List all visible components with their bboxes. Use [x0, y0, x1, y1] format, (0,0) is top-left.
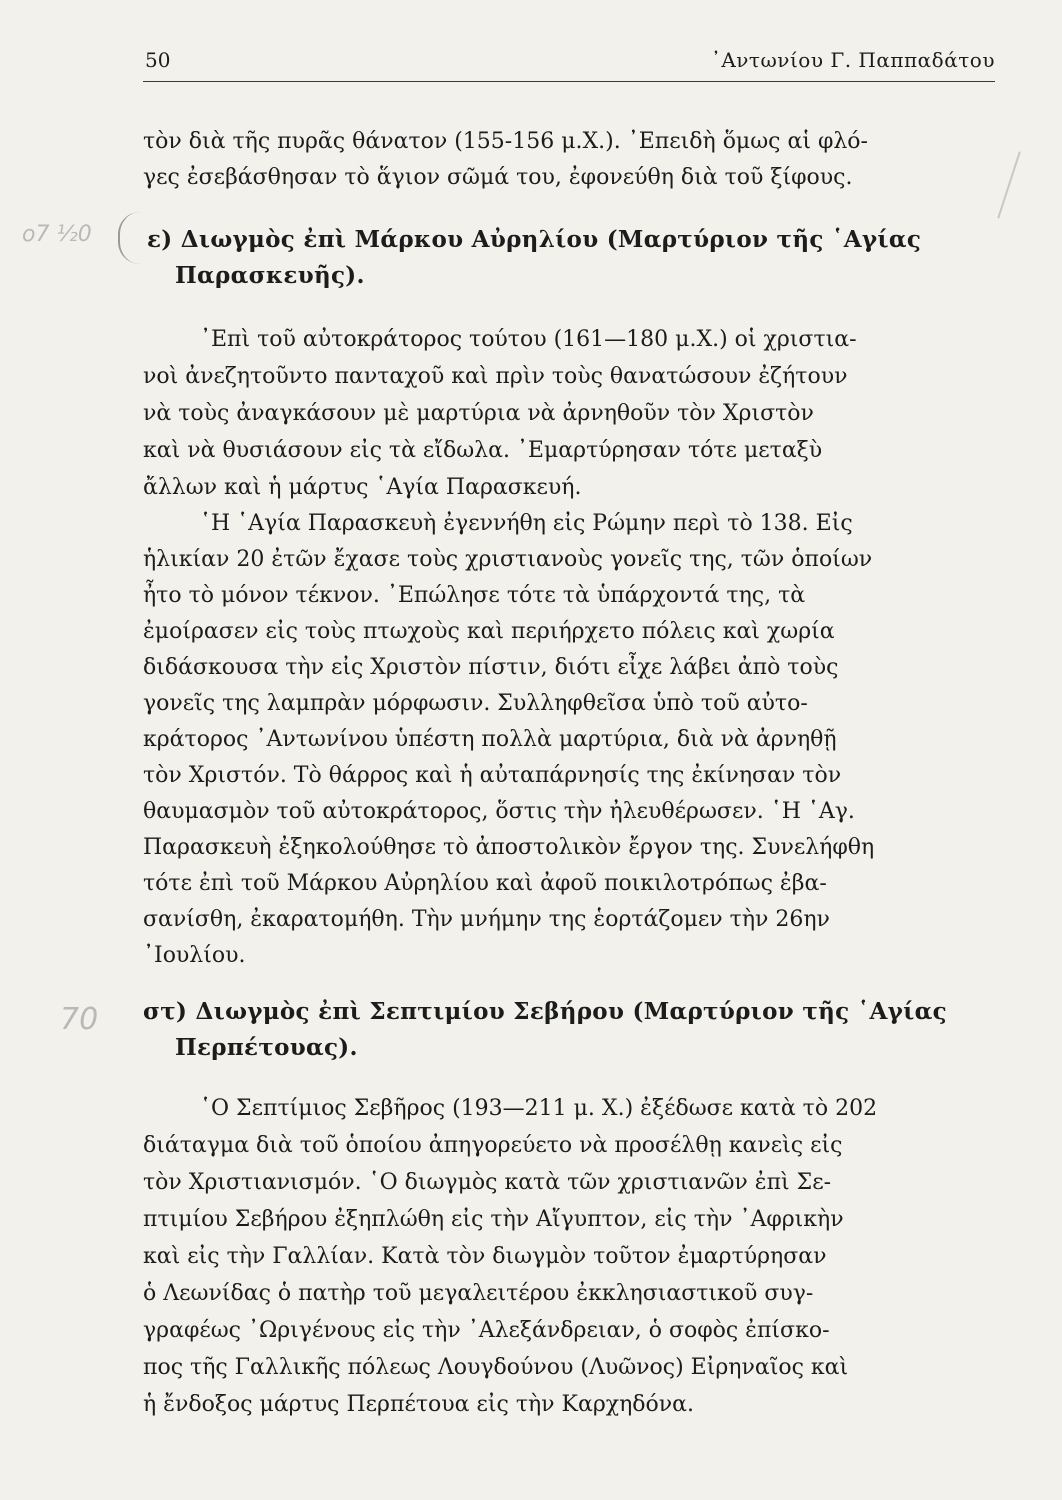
pencil-bracket-mark — [118, 212, 142, 264]
text-line: τὸν Χριστιανισμόν. ῾Ο διωγμὸς κατὰ τῶν χριστιανῶν ἐπὶ Σε- — [143, 1170, 832, 1195]
text-line: σανίσθη, ἐκαρατομήθη. Τὴν μνήμην της ἑορτάζομεν τὴν 26ην — [143, 907, 830, 932]
pencil-stroke-mark — [997, 151, 1021, 218]
section-heading-st-cont: Περπέτουας). — [175, 1034, 358, 1061]
margin-note-1: ο7 ½0 — [22, 222, 92, 247]
text-line: καὶ εἰς τὴν Γαλλίαν. Κατὰ τὸν διωγμὸν τοῦτον ἐμαρτύρησαν — [143, 1244, 827, 1269]
section-heading-e-cont: Παρασκευῆς). — [175, 262, 365, 289]
running-head: ᾿Αντωνίου Γ. Παππαδάτου — [710, 48, 995, 72]
text-line: ᾽Ιουλίου. — [143, 943, 246, 968]
margin-note-2: 70 — [60, 1002, 99, 1037]
text-line: πτιμίου Σεβήρου ἐξηπλώθη εἰς τὴν Αἴγυπτον, εἰς τὴν ᾽Αφρικὴν — [143, 1207, 844, 1232]
text-line: ἄλλων καὶ ἡ μάρτυς ῾Αγία Παρασκευή. — [143, 475, 582, 500]
text-line: νὰ τοὺς ἀναγκάσουν μὲ μαρτύρια νὰ ἀρνηθοῦν τὸν Χριστὸν — [143, 401, 814, 426]
text-line: θαυμασμὸν τοῦ αὐτοκράτορος, ὅστις τὴν ἠλευθέρωσεν. ῾Η ῾Αγ. — [143, 799, 855, 824]
text-line: γες ἐσεβάσθησαν τὸ ἅγιον σῶμά του, ἐφονεύθη διὰ τοῦ ξίφους. — [143, 165, 853, 190]
text-line: γονεῖς της λαμπρὰν μόρφωσιν. Συλληφθεῖσα ὑπὸ τοῦ αὐτο- — [143, 691, 808, 716]
page-number: 50 — [145, 48, 171, 72]
paragraph-first-line: ῾Η ῾Αγία Παρασκευὴ ἐγεννήθη εἰς Ρώμην περὶ τὸ 138. Εἰς — [200, 511, 853, 536]
text-line: ἦτο τὸ μόνον τέκνον. ᾽Επώλησε τότε τὰ ὑπάρχοντά της, τὰ — [143, 583, 806, 608]
paragraph-first-line: ῾Ο Σεπτίμιος Σεβῆρος (193—211 μ. Χ.) ἐξέδωσε κατὰ τὸ 202 — [200, 1096, 878, 1121]
text-line: τότε ἐπὶ τοῦ Μάρκου Αὐρηλίου καὶ ἀφοῦ ποικιλοτρόπως ἐβα- — [143, 871, 827, 896]
text-line: διδάσκουσα τὴν εἰς Χριστὸν πίστιν, διότι εἶχε λάβει ἀπὸ τοὺς — [143, 655, 839, 680]
text-line: διάταγμα διὰ τοῦ ὁποίου ἀπηγορεύετο νὰ προσέλθῃ κανεὶς εἰς — [143, 1133, 843, 1158]
text-line: ἐμοίρασεν εἰς τοὺς πτωχοὺς καὶ περιήρχετο πόλεις καὶ χωρία — [143, 619, 835, 644]
header-rule — [143, 81, 995, 82]
page-header — [143, 48, 995, 82]
text-line: νοὶ ἀνεζητοῦντο πανταχοῦ καὶ πρὶν τοὺς θανατώσουν ἐζήτουν — [143, 364, 848, 389]
section-heading-st: στ) Διωγμὸς ἐπὶ Σεπτιμίου Σεβήρου (Μαρτύριον τῆς ῾Αγίας — [143, 998, 947, 1025]
text-line: κράτορος ᾽Αντωνίνου ὑπέστη πολλὰ μαρτύρια, διὰ νὰ ἀρνηθῇ — [143, 727, 837, 752]
text-line: καὶ νὰ θυσιάσουν εἰς τὰ εἴδωλα. ᾽Εμαρτύρησαν τότε μεταξὺ — [143, 438, 823, 463]
paragraph-first-line: ᾽Επὶ τοῦ αὐτοκράτορος τούτου (161—180 μ.Χ.) οἱ χριστια- — [200, 327, 857, 352]
text-line: γραφέως ᾽Ωριγένους εἰς τὴν ᾽Αλεξάνδρειαν, ὁ σοφὸς ἐπίσκο- — [143, 1318, 830, 1343]
text-line: ὁ Λεωνίδας ὁ πατὴρ τοῦ μεγαλειτέρου ἐκκλησιαστικοῦ συγ- — [143, 1281, 814, 1306]
text-line: Παρασκευὴ ἐξηκολούθησε τὸ ἀποστολικὸν ἔργον της. Συνελήφθη — [143, 835, 875, 860]
text-line: ἡ ἔνδοξος μάρτυς Περπέτουα εἰς τὴν Καρχηδόνα. — [143, 1392, 694, 1417]
text-line: πος τῆς Γαλλικῆς πόλεως Λουγδούνου (Λυῶνος) Εἰρηναῖος καὶ — [143, 1355, 849, 1380]
text-line: τὸν διὰ τῆς πυρᾶς θάνατον (155-156 μ.Χ.). ᾽Επειδὴ ὅμως αἱ φλό- — [143, 129, 868, 154]
text-line: ἡλικίαν 20 ἐτῶν ἔχασε τοὺς χριστιανοὺς γονεῖς της, τῶν ὁποίων — [143, 547, 873, 572]
text-line: τὸν Χριστόν. Τὸ θάρρος καὶ ἡ αὐταπάρνησίς της ἐκίνησαν τὸν — [143, 763, 842, 788]
section-heading-e: ε) Διωγμὸς ἐπὶ Μάρκου Αὐρηλίου (Μαρτύριον τῆς ῾Αγίας — [147, 226, 922, 253]
